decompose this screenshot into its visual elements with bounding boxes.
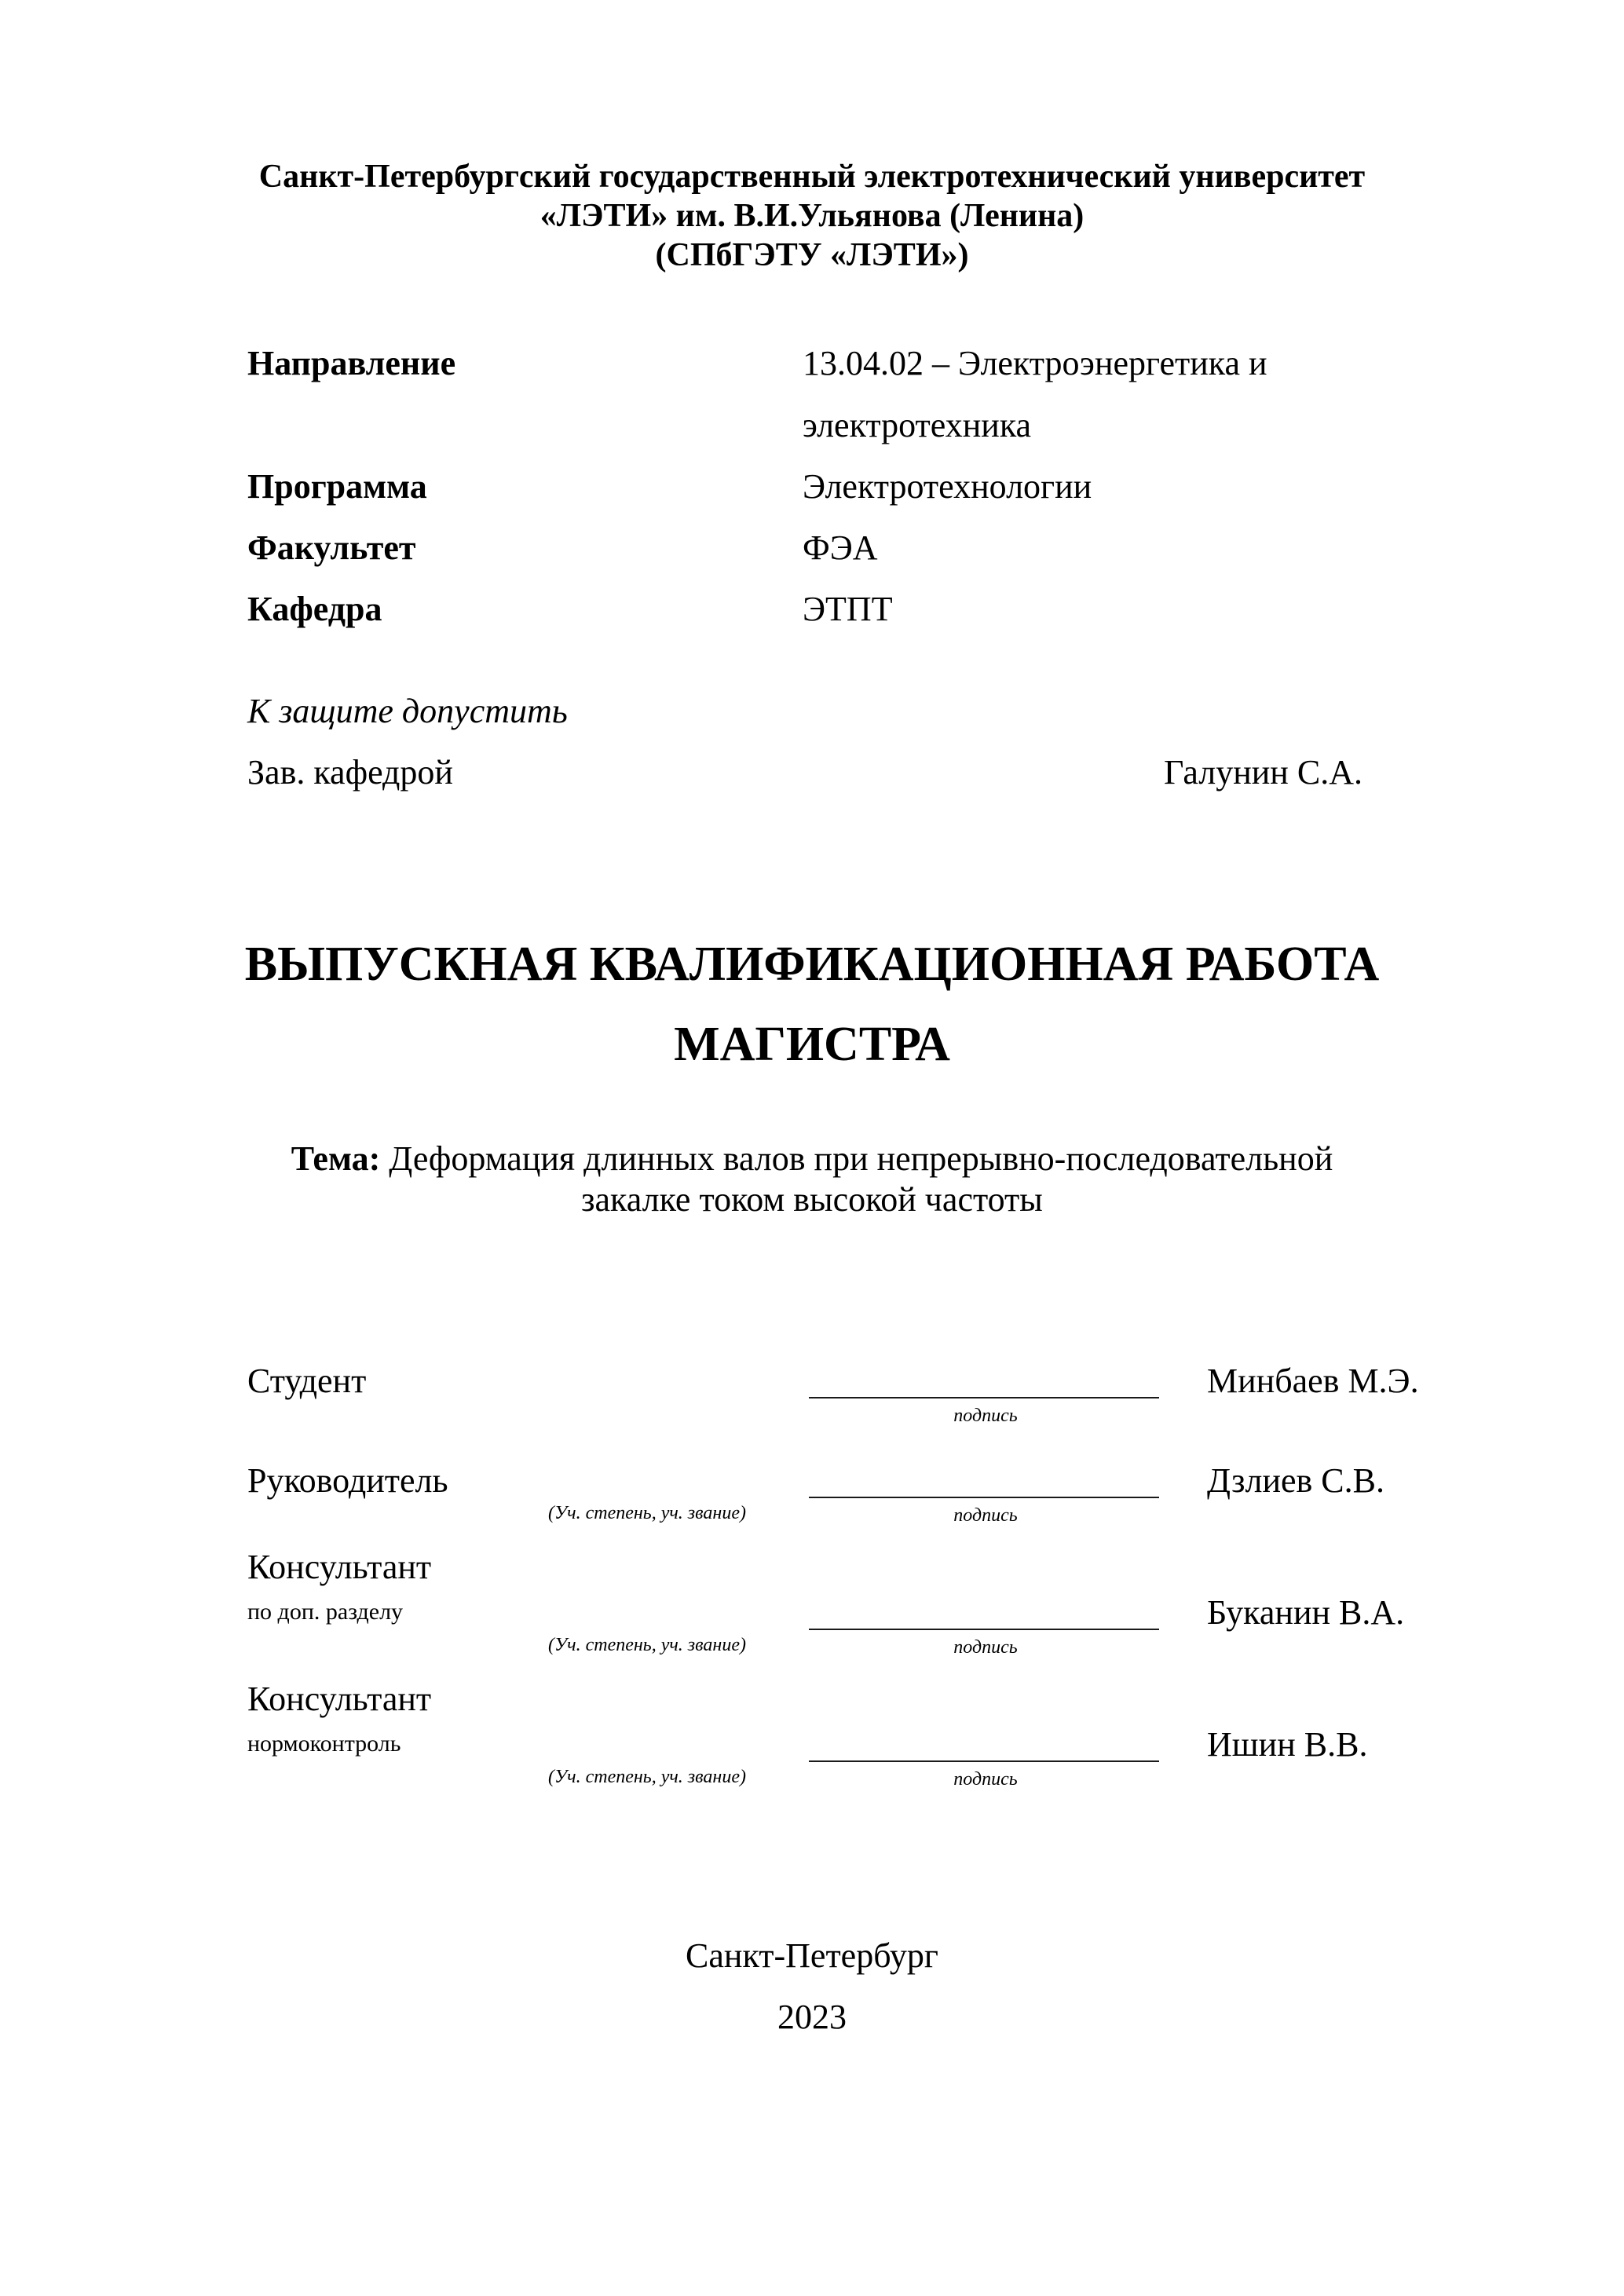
head-of-department-label: Зав. кафедрой xyxy=(247,753,453,792)
signature-caption: подпись xyxy=(953,1637,1018,1658)
signature-role: Консультант xyxy=(247,1548,432,1586)
signature-role: Консультант xyxy=(247,1680,432,1718)
faculty-label: Факультет xyxy=(247,528,416,567)
signature-line xyxy=(809,1497,1159,1498)
direction-value-continued: электротехника xyxy=(803,406,1032,444)
signature-sub-role: нормоконтроль xyxy=(247,1731,401,1757)
signatory-name: Минбаев М.Э. xyxy=(1207,1362,1419,1400)
signature-caption: подпись xyxy=(953,1406,1018,1426)
faculty-value: ФЭА xyxy=(803,528,878,567)
university-name: Санкт-Петербургский государственный электротехнический университет xyxy=(258,159,1366,195)
city: Санкт-Петербург xyxy=(686,1936,938,1975)
theme-line xyxy=(0,1139,1624,1179)
department-value: ЭТПТ xyxy=(803,590,893,628)
theme-label: Тема: xyxy=(291,1139,381,1178)
signature-caption: подпись xyxy=(953,1505,1018,1526)
signatory-name: Ишин В.В. xyxy=(1207,1725,1368,1764)
department-label: Кафедра xyxy=(247,590,382,628)
direction-label: Направление xyxy=(247,344,456,382)
degree-hint: (Уч. степень, уч. звание) xyxy=(548,1767,746,1787)
head-of-department-name: Галунин С.А. xyxy=(1164,753,1362,792)
signatory-name: Дзлиев С.В. xyxy=(1207,1461,1384,1500)
signatory-name: Буканин В.А. xyxy=(1207,1593,1405,1632)
signature-line xyxy=(809,1397,1159,1398)
direction-value: 13.04.02 – Электроэнергетика и xyxy=(803,344,1267,382)
year: 2023 xyxy=(777,1998,847,2036)
program-label: Программа xyxy=(247,467,427,506)
approval-heading: К защите допустить xyxy=(247,692,568,730)
theme-text: Деформация длинных валов при непрерывно-последовательной xyxy=(389,1139,1333,1178)
document-title: ВЫПУСКНАЯ КВАЛИФИКАЦИОННАЯ РАБОТА xyxy=(244,938,1380,991)
program-value: Электротехнологии xyxy=(803,467,1092,506)
theme-text-continued: закалке током высокой частоты xyxy=(581,1180,1043,1219)
degree-hint: (Уч. степень, уч. звание) xyxy=(548,1503,746,1523)
signature-role: Руководитель xyxy=(247,1461,448,1500)
university-short-name: «ЛЭТИ» им. В.И.Ульянова (Ленина) xyxy=(540,198,1084,234)
signature-role: Студент xyxy=(247,1362,367,1400)
signature-line xyxy=(809,1760,1159,1762)
document-title-continued: МАГИСТРА xyxy=(674,1018,950,1071)
signature-sub-role: по доп. разделу xyxy=(247,1599,404,1625)
university-abbreviation: (СПбГЭТУ «ЛЭТИ») xyxy=(655,237,969,273)
degree-hint: (Уч. степень, уч. звание) xyxy=(548,1635,746,1655)
signature-line xyxy=(809,1629,1159,1630)
signature-caption: подпись xyxy=(953,1769,1018,1790)
